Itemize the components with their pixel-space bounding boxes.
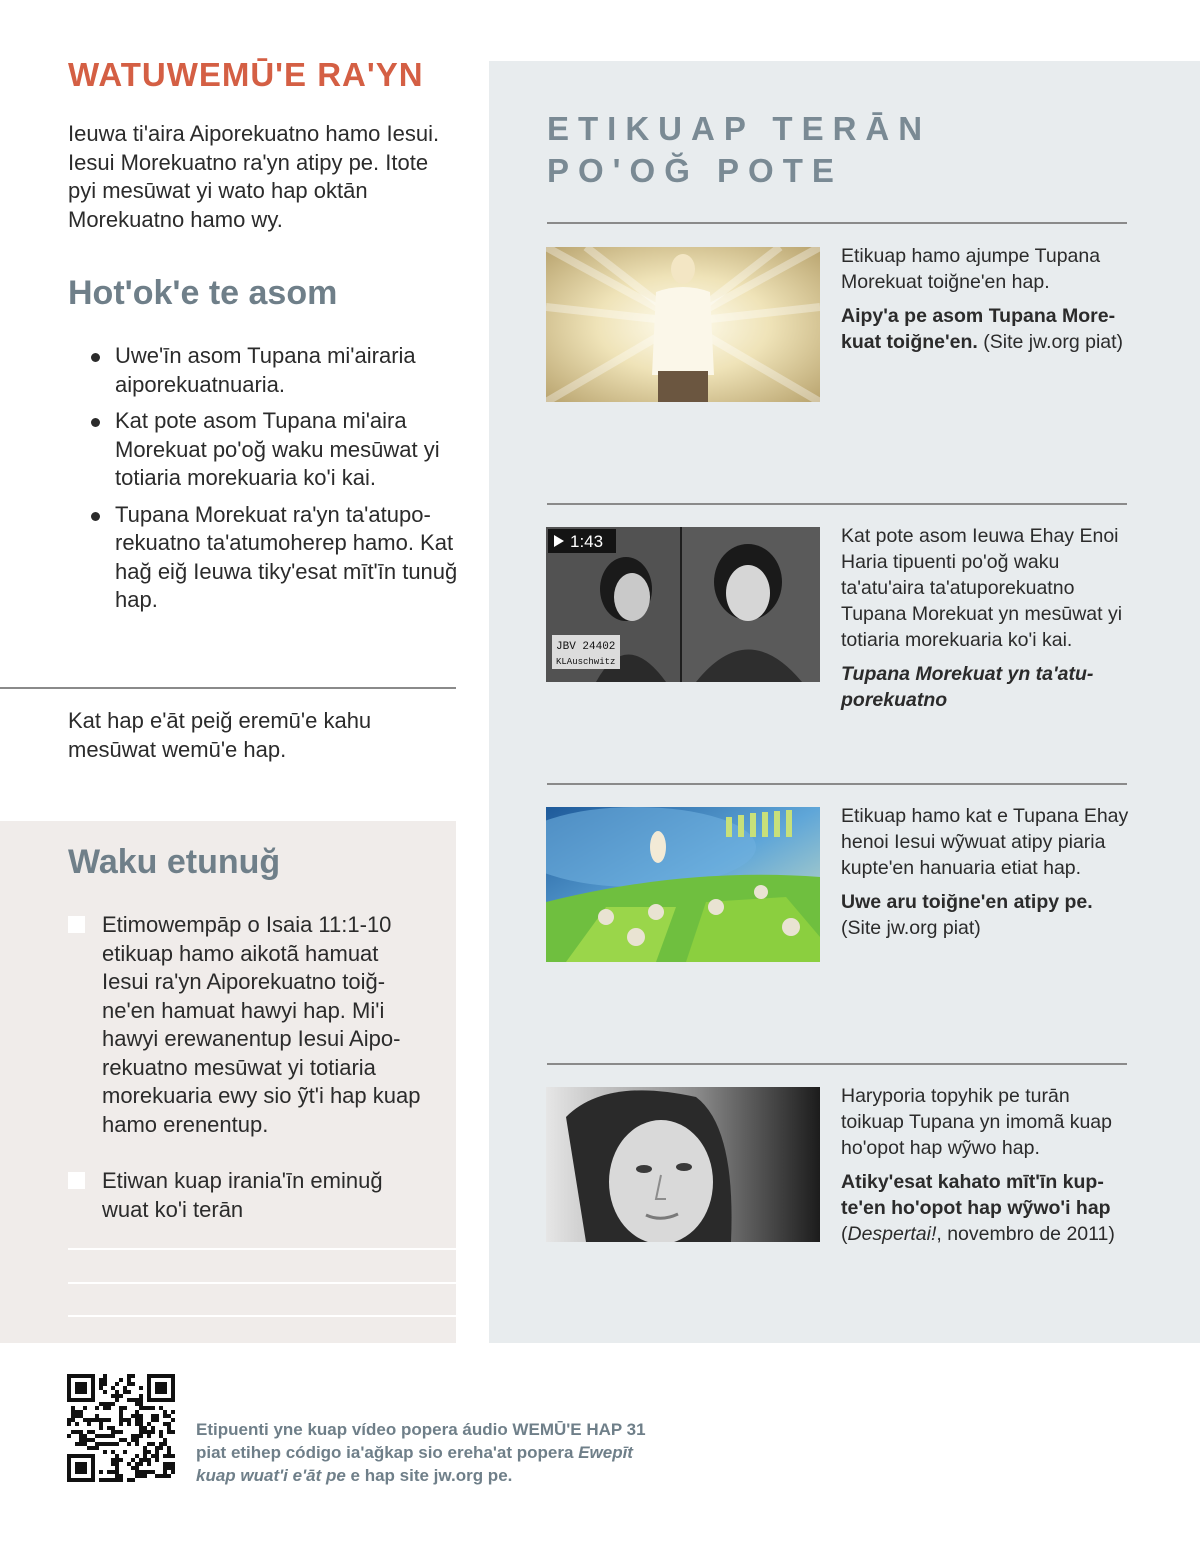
review-title: Hot'ok'e te asom bbox=[68, 274, 338, 312]
glowing-man-image[interactable] bbox=[546, 247, 820, 402]
qr-code-icon[interactable] bbox=[67, 1374, 175, 1482]
write-line[interactable] bbox=[68, 1248, 456, 1250]
card-link[interactable] bbox=[841, 303, 1131, 355]
card-link[interactable] bbox=[841, 661, 1131, 713]
card-divider bbox=[547, 222, 1127, 224]
bullet-icon bbox=[91, 512, 100, 521]
card-text bbox=[841, 1083, 1131, 1247]
heavenly-kingdom-image[interactable] bbox=[546, 807, 820, 962]
explore-title-line1: ETIKUAP TERĀN bbox=[547, 110, 932, 147]
goal-checkbox[interactable] bbox=[68, 916, 85, 933]
card-text bbox=[841, 523, 1131, 713]
goal-item[interactable] bbox=[68, 911, 428, 1139]
goal-item[interactable] bbox=[68, 1167, 428, 1224]
card-link-text[interactable]: Uwe aru toiğne'en atipy pe. bbox=[841, 891, 1093, 913]
card-divider bbox=[547, 783, 1127, 785]
review-item bbox=[88, 342, 458, 399]
card-description: Etikuap hamo ajumpe Tupana Morekuat toiğne'en hap. bbox=[841, 245, 1101, 293]
card-text bbox=[841, 243, 1131, 355]
goal-text: Etiwan kuap irania'īn eminuğ wuat ko'i terān bbox=[102, 1168, 383, 1222]
card-divider bbox=[547, 503, 1127, 505]
note-text: Kat hap e'āt peiğ eremū'e kahu mesūwat wemū'e hap. bbox=[68, 708, 372, 762]
video-duration: 1:43 bbox=[570, 532, 604, 551]
review-list bbox=[88, 342, 458, 623]
footer-text: Etipuenti yne kuap vídeo popera áudio WEMŪ'E HAP 31 piat etihep código ia'ağkap sio ereha'at popera Ewepīt kuap wuat'i e'āt pe e hap site jw.org pe. bbox=[196, 1420, 646, 1485]
card-link-text[interactable]: Atiky'esat kahato mīt'īn kupte'en ho'opot hap wỹwo'i hap bbox=[841, 1171, 1111, 1219]
explore-title-line2: PO'OĞ POTE bbox=[547, 152, 843, 189]
prisoner-photo-illustration bbox=[546, 527, 820, 682]
qr-code-graphic bbox=[67, 1374, 175, 1482]
review-item-text: Kat pote asom Tupana mi'aira Morekuat po'oğ waku mesūwat yi totiaria morekuaria ko'i kai. bbox=[115, 408, 440, 490]
bullet-icon bbox=[91, 418, 100, 427]
woman-portrait-image[interactable] bbox=[546, 1087, 820, 1242]
glowing-man-illustration bbox=[546, 247, 820, 402]
card-source: (Site jw.org piat) bbox=[983, 331, 1124, 353]
card-link-text[interactable]: Aipy'a pe asom Tupana Morekuat toiğne'en. bbox=[841, 305, 1116, 353]
review-item-text: Uwe'īn asom Tupana mi'airaria aiporekuatnuaria. bbox=[115, 343, 416, 397]
card-link[interactable] bbox=[841, 1169, 1131, 1247]
card-description: Kat pote asom Ieuwa Ehay Enoi Haria tipuenti po'oğ waku ta'atu'aira ta'atuporekuatno Tupana Morekuat yn mesūwat yi totiaria morekuaria ko'i kai. bbox=[841, 525, 1123, 651]
bullet-icon bbox=[91, 353, 100, 362]
section-divider bbox=[0, 687, 456, 689]
goals-title: Waku etunuğ bbox=[68, 843, 281, 881]
photo-number: JBV 24402 bbox=[556, 641, 616, 653]
review-item bbox=[88, 407, 458, 493]
summary-title: WATUWEMŪ'E RA'YN bbox=[68, 56, 424, 93]
review-item-text: Tupana Morekuat ra'yn ta'atuporekuatno ta'atumoherep hamo. Kat hağ eiğ Ieuwa tiky'esat mīt'īn tunuğ hap. bbox=[115, 501, 458, 612]
write-line[interactable] bbox=[68, 1315, 456, 1317]
card-description: Etikuap hamo kat e Tupana Ehay henoi Iesui wỹwuat atipy piaria kupte'en hanuaria etiat hap. bbox=[841, 805, 1129, 879]
card-source: (Site jw.org piat) bbox=[841, 917, 981, 939]
card-source: (Despertai!, novembro de 2011) bbox=[841, 1223, 1115, 1245]
card-link[interactable] bbox=[841, 889, 1131, 941]
card-description: Haryporia topyhik pe turān toikuap Tupana yn imomã kuap ho'opot hap wỹwo hap. bbox=[841, 1085, 1113, 1159]
photo-label: KLAuschwitz bbox=[556, 657, 616, 667]
summary-text: Ieuwa ti'aira Aiporekuatno hamo Iesui. Iesui Morekuatno ra'yn atipy pe. Itote pyi mesūwat yi wato hap oktān Morekuatno hamo wy. bbox=[68, 121, 440, 232]
write-line[interactable] bbox=[68, 1282, 456, 1284]
card-text bbox=[841, 803, 1131, 941]
review-item bbox=[88, 501, 458, 615]
woman-portrait-illustration bbox=[546, 1087, 820, 1242]
goal-checkbox[interactable] bbox=[68, 1172, 85, 1189]
card-divider bbox=[547, 1063, 1127, 1065]
heavenly-kingdom-illustration bbox=[546, 807, 820, 962]
explore-title bbox=[547, 108, 931, 192]
card-link-text[interactable]: Tupana Morekuat yn ta'atuporekuatno bbox=[841, 663, 1094, 711]
goal-text: Etimowempāp o Isaia 11:1-10 etikuap hamo aikotã hamuat Iesui ra'yn Aiporekuatno toiğne'en hamuat hawyi hap. Mi'i hawyi erewanentup Iesui Aiporekuatno mesūwat yi totiaria morekuaria ewy sio ỹt'i hap kuap hamo erenentup. bbox=[102, 912, 421, 1137]
prisoner-photo-image[interactable] bbox=[546, 527, 820, 682]
